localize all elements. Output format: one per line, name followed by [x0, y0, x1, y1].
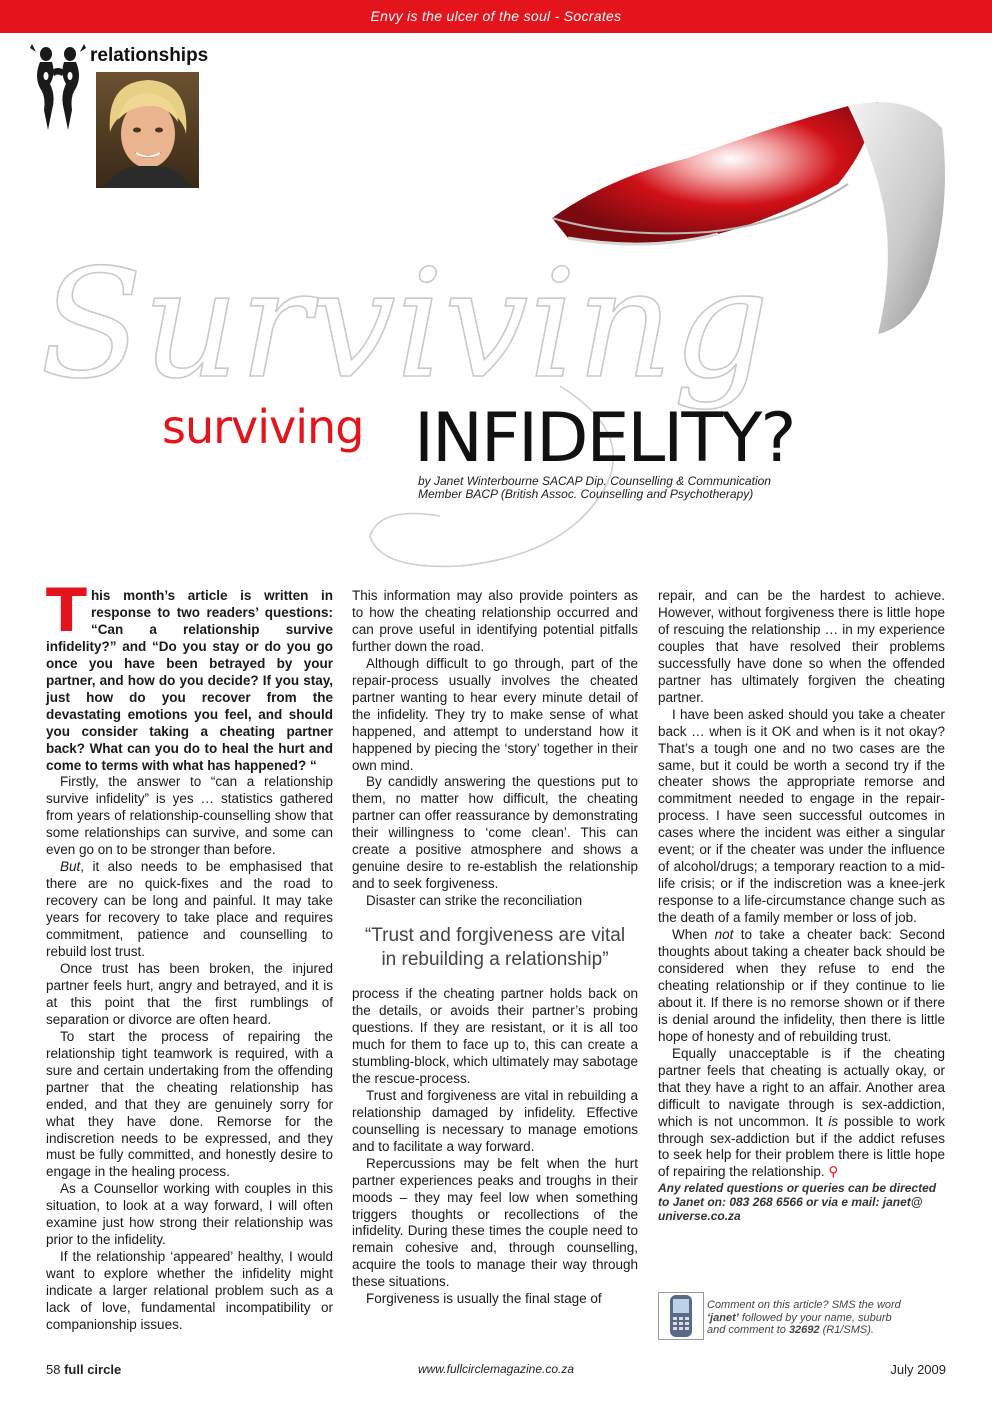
tribal-figures-logo — [26, 40, 90, 132]
paragraph-10-start: Disaster can strike the reconciliation — [366, 893, 583, 909]
paragraph-16-pre: Equally unacceptable is if the cheating partner feels that cheating is actually okay, or that they have a right to an affair. Another area difficult to navigate through is sex-addiction, which is not uncommon. It — [658, 1045, 945, 1129]
article-column-1 — [46, 576, 333, 1334]
paragraph-15 — [658, 927, 945, 1046]
paragraph-2-text: , it also needs to be emphasised that there are no quick-fixes and the road to recovery can be long and painful. It may take years for recovery to take place and requires commitment, patience and counselling to rebuild lost trust. — [46, 859, 333, 960]
headline-infidelity: INFIDELITY? — [414, 399, 795, 478]
mobile-phone-icon — [658, 1292, 704, 1340]
paragraph-16-emphasis: is — [828, 1113, 839, 1129]
paragraph-8: Although difficult to go through, part of the repair-process usually involves the cheated partner wanting to hear every minute detail of the infidelity. They try to make sense of what happened, and attempt to understand how it happened by piecing the ‘story’ together in their own mind. — [352, 655, 638, 773]
sms-rate: (R1/SMS). — [819, 1324, 874, 1336]
paragraph-4: To start the process of repairing the relationship tight teamwork is required, with a sure and certain undertaking from the offending partner that the cheating relationship has ended, and that they are genuinely sorry for what they have done. Remorse for the indiscretion needs to be expressed, and they must be fully committed, and honestly desire to engage in the healing process. — [46, 1028, 333, 1180]
byline — [418, 475, 818, 501]
intro-paragraph — [46, 576, 333, 774]
article-column-2 — [352, 588, 638, 1308]
sms-instructions — [707, 1299, 947, 1337]
sms-comment-box — [658, 1292, 948, 1340]
paragraph-15-pre: When — [672, 927, 715, 943]
paragraph-2-emphasis: But — [60, 859, 81, 875]
paragraph-2 — [46, 859, 333, 961]
paragraph-15-text: to take a cheater back: Second thoughts about taking a cheater back should be considered when they refuse to end the cheating relationship or if they continue to lie about it. If there is no remorse shown or if there is denial around the infidelity, then there is little hope of honesty and of rebuilding trust. — [658, 927, 945, 1044]
paragraph-5: As a Counsellor working with couples in this situation, to look at a way forward, I will often examine just how strong their relationship was prior to the infidelity. — [46, 1181, 333, 1248]
paragraph-16 — [658, 1046, 945, 1182]
article-column-3 — [658, 588, 945, 1223]
sms-line-1: Comment on this article? SMS the word — [707, 1299, 901, 1311]
sms-line-2: followed by your name, suburb — [738, 1311, 892, 1324]
magazine-name: full circle — [64, 1362, 122, 1377]
page-number: 58 — [46, 1362, 61, 1377]
paragraph-12: Repercussions may be felt when the hurt partner experiences peaks and troughs in their moods – they may feel low when something triggers thoughts or recollections of the infidelity. During these times the couple need to remain cohesive and, through counselling, acquire the tools to manage their way through these situations. — [352, 1155, 638, 1290]
author-photo — [96, 72, 199, 188]
sms-number: 32692 — [788, 1324, 820, 1336]
paragraph-6: If the relationship ‘appeared’ healthy, I would want to explore whether the infidelity might indicate a larger relational problem such as a lack of love, fundamental incompatibility or companionship issues. — [46, 1249, 333, 1332]
pull-quote: “Trust and forgiveness are vital in rebuilding a relationship” — [364, 925, 626, 971]
byline-line-1: by Janet Winterbourne SACAP Dip. Counselling & Communication — [418, 474, 771, 488]
paragraph-13-end: repair, and can be the hardest to achieve. However, without forgiveness there is little hope of rescuing the relationship … in my experience couples that have resolved their problems successfully have done so when the offended partner has ultimately forgiven the cheating partner. — [658, 588, 945, 705]
end-mark-icon: ⚲ — [828, 1164, 839, 1180]
contact-note: Any related questions or queries can be directed to Janet on: 083 268 6566 or via e mail: janet@ universe.co.za — [658, 1181, 937, 1224]
paragraph-7: This information may also provide pointers as to how the cheating relationship occurred and can prove useful in identifying potential pitfalls further down the road. — [352, 588, 638, 654]
sms-line-3: and comment to — [707, 1324, 789, 1336]
byline-line-2: Member BACP (British Assoc. Counselling and Psychotherapy) — [418, 487, 754, 501]
footer-date: July 2009 — [890, 1362, 946, 1377]
paragraph-15-emphasis: not — [714, 927, 734, 943]
script-title-text: Surviving — [40, 238, 770, 412]
drop-cap: T — [46, 576, 87, 646]
footer-url[interactable]: www.fullcirclemagazine.co.za — [417, 1362, 575, 1376]
paragraph-1: Firstly, the answer to “can a relationship survive infidelity” is yes … statistics gathered from years of relationship-counselling show that some relationships can survive, and some can even go on to be stronger than before. — [46, 774, 333, 858]
paragraph-9: By candidly answering the questions put to them, no matter how difficult, the cheating partner can offer reassurance by demonstrating their willingness to ‘come clean’. This can create a positive atmosphere and shows a genuine desire to re-establish the relationship and to seek forgiveness. — [352, 774, 638, 892]
intro-text: his month’s article is written in response to two readers’ questions: “Can a relationship survive infidelity?” and “Do you stay or do you go once you have been betrayed by your partner, and how do you decide? If you stay, just how do you recover from the devastating emotions you feel, and should you consider taking a cheating partner back? What can you do to heal the hurt and come to terms with what has happened? “ — [46, 588, 333, 773]
headline-surviving: surviving — [162, 400, 364, 454]
paragraph-16-text: possible to work through sex-addiction but if the addict refuses to seek help for their problem there is little hope of repairing the relationship. — [658, 1113, 945, 1180]
section-label: relationships — [90, 45, 209, 66]
sms-keyword: ‘janet’ — [707, 1311, 739, 1324]
paragraph-11: Trust and forgiveness are vital in rebuilding a relationship damaged by infidelity. Effective counselling is necessary to manage emotions and to facilitate a way forward. — [352, 1087, 638, 1154]
paragraph-3: Once trust has been broken, the injured partner feels hurt, angry and betrayed, and it is at this point that the first rumblings of separation or divorce are often heard. — [46, 960, 333, 1027]
paragraph-13-start: Forgiveness is usually the final stage of — [366, 1291, 602, 1307]
paragraph-10-end: process if the cheating partner holds back on the details, or avoids their partner’s probing questions. If they are resistant, or it is all too much for them to face up to, this can create a stumbling-block, which ultimately may sabotage the rescue-process. — [352, 986, 638, 1086]
paragraph-14: I have been asked should you take a cheater back … when is it OK and when is it not okay? That’s a tough one and no two cases are the same, but it could be worth a second try if the cheater shows the appropriate remorse and commitment needed to engage in the repair-process. I have seen successful outcomes in cases where the incident was either a singular event; or if the cheater was under the influence of alcohol/drugs; a temporary reaction to a mid-life crisis; or if the indiscretion was a knee-jerk response to a life-circumstance change such as the death of a family member or loss of job. — [658, 706, 945, 926]
banner-quote: Envy is the ulcer of the soul - Socrates — [370, 8, 622, 24]
